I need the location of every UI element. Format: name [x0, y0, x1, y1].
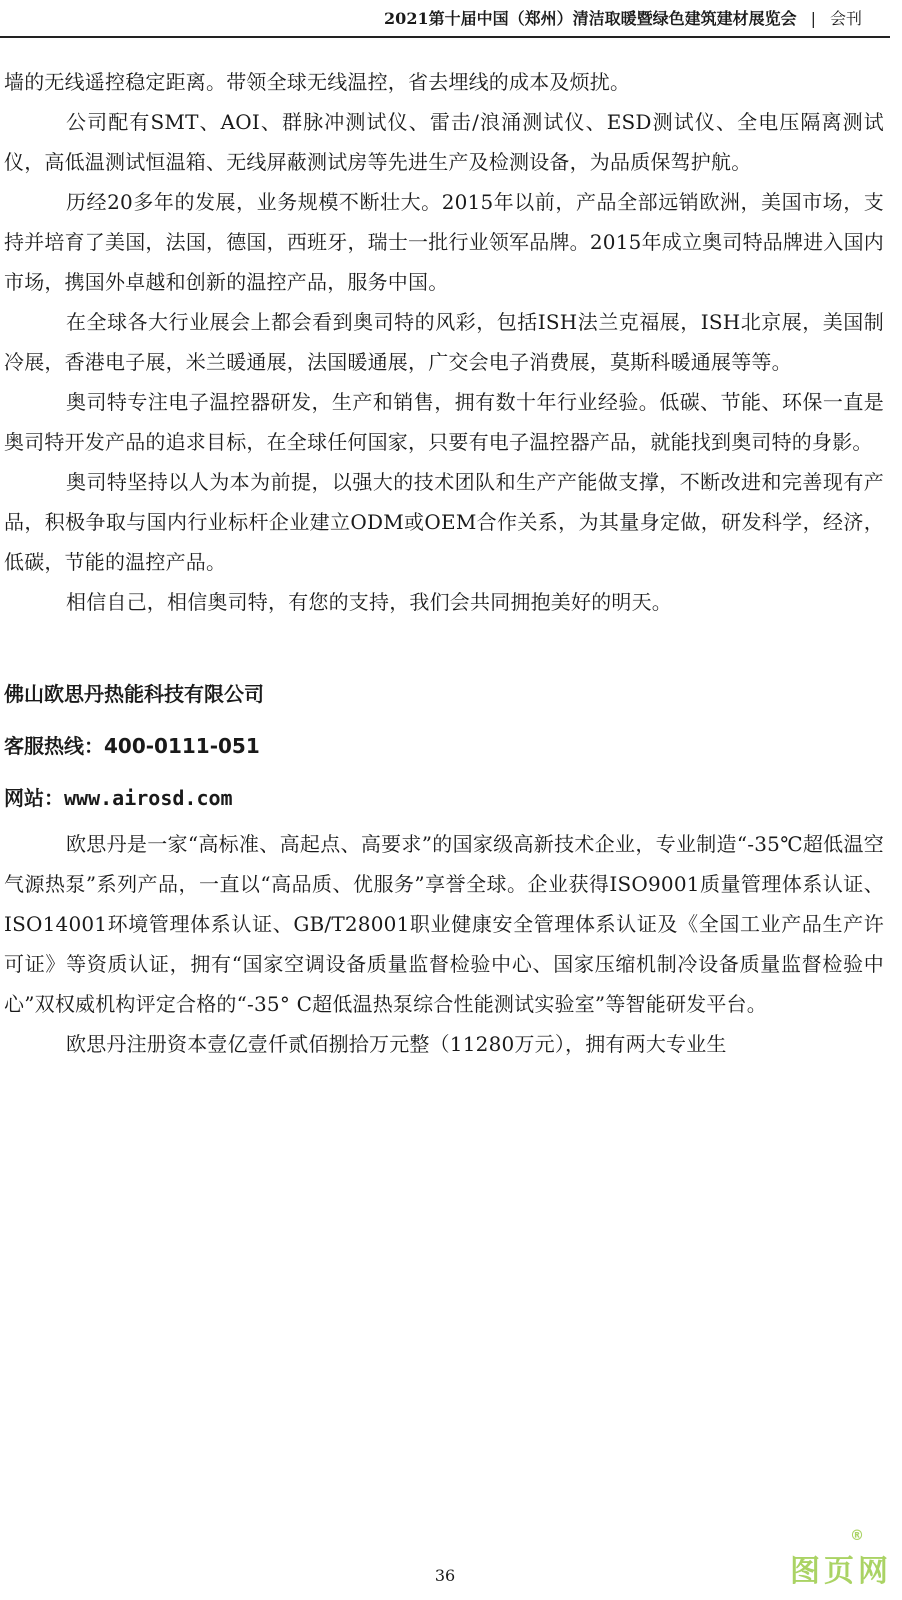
paragraph: 在全球各大行业展会上都会看到奥司特的风彩，包括ISH法兰克福展，ISH北京展，美国制冷展，香港电子展，米兰暖通展，法国暖通展，广交会电子消费展，莫斯科暖通展等等。 — [4, 310, 884, 374]
paragraph: 历经20多年的发展，业务规模不断壮大。2015年以前，产品全部远销欧洲，美国市场，支持并培育了美国，法国，德国，西班牙，瑞士一批行业领军品牌。2015年成立奥司特品牌进入国内市场，携国外卓越和创新的温控产品，服务中国。 — [4, 190, 884, 294]
website-label: 网站： — [4, 786, 64, 810]
hotline — [4, 720, 884, 772]
paragraph: 相信自己，相信奥司特，有您的支持，我们会共同拥抱美好的明天。 — [66, 590, 672, 614]
paragraph: 公司配有SMT、AOI、群脉冲测试仪、雷击/浪涌测试仪、ESD测试仪、全电压隔离测试仪，高低温测试恒温箱、无线屏蔽测试房等先进生产及检测设备，为品质保驾护航。 — [4, 110, 884, 174]
header-tag: 会刊 — [829, 9, 862, 28]
header-title: 2021第十届中国（郑州）清洁取暖暨绿色建筑建材展览会 — [384, 9, 797, 28]
header-title-row — [384, 6, 862, 29]
website-url: www.airosd.com — [64, 786, 233, 810]
registered-mark: ® — [850, 1528, 864, 1544]
section-gap — [4, 622, 884, 668]
page-header — [0, 0, 890, 38]
hotline-label: 客服热线： — [4, 734, 104, 758]
page-number: 36 — [434, 1566, 456, 1585]
page-content — [4, 62, 884, 1064]
paragraph: 奥司特专注电子温控器研发，生产和销售，拥有数十年行业经验。低碳、节能、环保一直是奥司特开发产品的追求目标，在全球任何国家，只要有电子温控器产品，就能找到奥司特的身影。 — [4, 390, 884, 454]
hotline-value: 400-0111-051 — [104, 734, 260, 758]
watermark-logo — [790, 1528, 892, 1590]
paragraph: 欧思丹是一家“高标准、高起点、高要求”的国家级高新技术企业，专业制造“-35℃超低温空气源热泵”系列产品，一直以“高品质、优服务”享誉全球。企业获得ISO9001质量管理体系认证、ISO14001环境管理体系认证、GB/T28001职业健康安全管理体系认证及《全国工业产品生产许可证》等资质认证，拥有“国家空调设备质量监督检验中心、国家压缩机制冷设备质量监督检验中心”双权威机构评定合格的“-35° C超低温热泵综合性能测试实验室”等智能研发平台。 — [4, 832, 884, 1016]
watermark-text: 图页网 — [790, 1554, 892, 1589]
website — [4, 772, 884, 824]
paragraph-continued: 墙的无线遥控稳定距离。带领全球无线温控，省去埋线的成本及烦扰。 — [4, 70, 631, 94]
header-separator: | — [810, 9, 816, 28]
paragraph: 欧思丹注册资本壹亿壹仟贰佰捌拾万元整（11280万元），拥有两大专业生 — [66, 1032, 727, 1056]
paragraph: 奥司特坚持以人为本为前提，以强大的技术团队和生产产能做支撑，不断改进和完善现有产品，积极争取与国内行业标杆企业建立ODM或OEM合作关系，为其量身定做，研发科学，经济，低碳，节能的温控产品。 — [4, 470, 884, 574]
company-name: 佛山欧思丹热能科技有限公司 — [4, 682, 264, 706]
